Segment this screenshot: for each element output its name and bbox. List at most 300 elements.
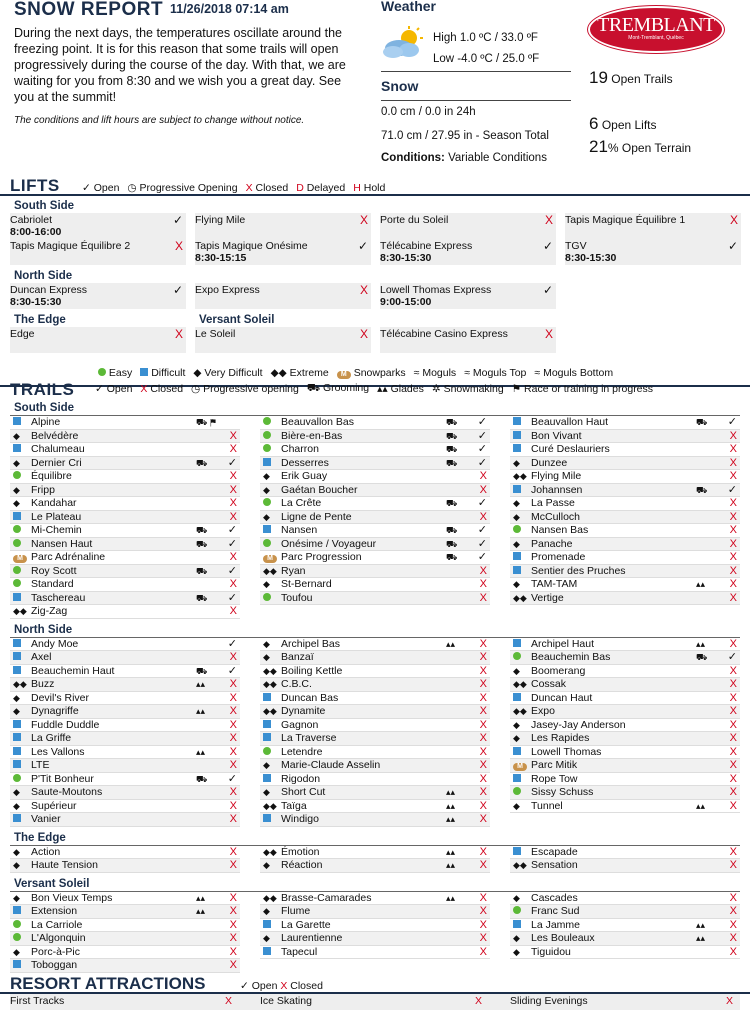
trail-nansen-bas[interactable] <box>510 524 740 538</box>
trail-onesime-voyageur[interactable] <box>260 538 490 552</box>
lifts-header <box>0 176 750 196</box>
trail-name: Nansen Haut <box>31 537 93 550</box>
lift-hours: 8:30-15:15 <box>195 252 247 264</box>
trail-beauchemin-bas[interactable] <box>510 651 740 665</box>
open-check-icon: ✓ <box>477 551 487 563</box>
lift-le-soleil[interactable] <box>195 327 371 353</box>
trail-charron[interactable] <box>260 443 490 457</box>
closed-icon: X <box>479 891 487 904</box>
closed-icon: X <box>544 213 553 227</box>
glades-icon: ▴▴ <box>446 638 456 649</box>
trail-flags <box>446 538 457 551</box>
snow-24h: 0.0 cm / 0.0 in 24h <box>381 106 476 118</box>
very-difficult-diamond-icon: ◆ <box>263 906 270 916</box>
trail-name: Escapade <box>531 845 578 858</box>
trail-gaetan-boucher[interactable] <box>260 484 490 498</box>
closed-icon: X <box>729 759 737 771</box>
trail-devil-s-river[interactable] <box>10 692 240 706</box>
easy-circle-icon <box>13 919 29 932</box>
trail-nansen[interactable] <box>260 524 490 538</box>
trail-rope-tow[interactable] <box>510 773 740 787</box>
legend-hold: H Hold <box>353 182 386 194</box>
attraction-status: X <box>726 995 734 1007</box>
closed-icon: X <box>229 813 237 825</box>
closed-icon: X <box>729 891 737 904</box>
trail-windigo[interactable] <box>260 813 490 827</box>
partly-cloudy-icon <box>381 26 427 60</box>
trail-boiling-kettle[interactable] <box>260 665 490 679</box>
closed-icon: X <box>729 745 737 758</box>
closed-icon: X <box>229 605 237 617</box>
very-difficult-diamond-icon: ◆ <box>263 471 270 481</box>
very-difficult-diamond-icon: ◆ <box>13 430 20 441</box>
trail-laurentienne[interactable] <box>260 932 490 946</box>
easy-circle-icon <box>13 932 29 945</box>
open-check-icon: ✓ <box>477 497 487 509</box>
trails-list <box>0 398 750 970</box>
trail-expo[interactable] <box>510 705 740 719</box>
trail-la-passe[interactable] <box>510 497 740 511</box>
trail-erik-guay[interactable] <box>260 470 490 484</box>
trail-fuddle-duddle[interactable] <box>10 719 240 733</box>
trail-group-title: Versant Soleil <box>14 877 90 890</box>
trail-bon-vivant[interactable] <box>510 430 740 444</box>
trail-st-bernard[interactable] <box>260 578 490 592</box>
trail-la-griffe[interactable] <box>10 732 240 746</box>
grooming-icon: ⛟ <box>196 457 208 468</box>
legend-very-difficult: ◆ Very Difficult <box>193 367 263 379</box>
lift-name: TGV <box>565 240 587 252</box>
trail-parc-progression[interactable] <box>260 551 490 565</box>
trail-rigodon[interactable] <box>260 773 490 787</box>
trail-le-plateau[interactable] <box>10 511 240 525</box>
closed-icon: X <box>729 497 737 509</box>
legend-closed: X Closed <box>245 182 289 194</box>
trail-name: La Griffe <box>31 732 72 744</box>
trail-dynagriffe[interactable] <box>10 705 240 719</box>
trail-promenade[interactable] <box>510 551 740 565</box>
trail-alpine[interactable] <box>10 416 240 430</box>
trail-name: Beauchemin Bas <box>531 651 611 663</box>
lift-tgv[interactable] <box>565 239 741 265</box>
trail-flags <box>696 800 705 813</box>
trail-name: Zig-Zag <box>31 605 68 617</box>
legend-grooming: ⛟ Grooming <box>306 382 370 394</box>
trail-franc-sud[interactable] <box>510 905 740 919</box>
trail-haute-tension[interactable] <box>10 859 240 873</box>
trail-name: Andy Moe <box>31 637 79 650</box>
trail-mi-chemin[interactable] <box>10 524 240 538</box>
attraction-ice-skating[interactable]: Ice Skating <box>260 995 312 1007</box>
trail-ryan[interactable] <box>260 565 490 579</box>
lift-name: Flying Mile <box>195 214 246 226</box>
very-difficult-diamond-icon: ◆ <box>13 892 20 903</box>
glades-icon: ▴▴ <box>196 906 206 916</box>
trail-p-tit-bonheur[interactable] <box>10 773 240 787</box>
temp-high: High 1.0 ºC / 33.0 ºF <box>433 32 538 44</box>
legend-moguls: ≈ Moguls <box>413 367 457 379</box>
closed-icon: X <box>729 705 737 717</box>
trail-boomerang[interactable] <box>510 665 740 679</box>
snowpark-icon: M <box>263 551 279 564</box>
closed-icon: X <box>479 859 487 871</box>
trail-dernier-cri[interactable] <box>10 457 240 471</box>
grooming-icon: ⛟ <box>696 417 708 427</box>
trail-taiga[interactable] <box>260 800 490 814</box>
trails-legend-difficulty <box>98 367 613 379</box>
glades-icon: ▴▴ <box>446 814 456 824</box>
trail-banzai[interactable] <box>260 651 490 665</box>
report-text: During the next days, the temperatures oscillate around the freezing point. It is for this reason that some trails will open progressively during the course of the day. With that, we are waiting for you from 8:30 and we wish you a great day. See you at the summit! <box>14 26 346 104</box>
closed-icon: X <box>729 772 737 785</box>
glades-icon: ▴▴ <box>696 919 706 930</box>
stat-open-trails <box>589 68 673 88</box>
difficult-square-icon <box>513 565 529 578</box>
glades-icon: ▴▴ <box>196 892 206 903</box>
trail-les-rapides[interactable] <box>510 732 740 746</box>
trail-gagnon[interactable] <box>260 719 490 733</box>
trail-name: Dunzee <box>531 456 568 469</box>
extreme-double-diamond-icon: ◆◆ <box>13 679 27 689</box>
trail-name: Cossak <box>531 678 567 690</box>
trail-beauvallon-bas[interactable] <box>260 416 490 430</box>
attraction-first-tracks[interactable]: First Tracks <box>10 995 65 1007</box>
trail-flags <box>196 524 207 537</box>
trail-les-vallons[interactable] <box>10 746 240 760</box>
trail-tam-tam[interactable] <box>510 578 740 592</box>
trail-chalumeau[interactable] <box>10 443 240 457</box>
trail-cossak[interactable] <box>510 678 740 692</box>
trail-marie-claude-asselin[interactable] <box>260 759 490 773</box>
lift-lowell-thomas-express[interactable] <box>380 283 556 309</box>
trail-name: La Crête <box>281 497 322 509</box>
grooming-icon: ⛟ <box>196 525 208 535</box>
trail-panache[interactable] <box>510 538 740 552</box>
lift-name: Lowell Thomas Express <box>380 284 492 296</box>
trail-superieur[interactable] <box>10 800 240 814</box>
trail-lte[interactable] <box>10 759 240 773</box>
trail-name: Gaétan Boucher <box>281 483 358 496</box>
lift-tapis-magique-equilibre-1[interactable] <box>565 213 741 239</box>
trail-name: Vanier <box>31 813 61 825</box>
trail-name: Roy Scott <box>31 564 77 577</box>
closed-icon: X <box>729 510 737 523</box>
extreme-double-diamond-icon: ◆◆ <box>263 679 277 689</box>
difficult-square-icon <box>513 846 529 859</box>
trail-name: Cascades <box>531 891 578 904</box>
trail-name: Tunnel <box>531 799 563 812</box>
trail-name: Jasey-Jay Anderson <box>531 718 626 731</box>
closed-icon: X <box>229 497 237 509</box>
open-check-icon: ✓ <box>227 537 237 550</box>
glades-icon: ▴▴ <box>446 800 456 811</box>
very-difficult-diamond-icon: ◆ <box>13 860 20 870</box>
trail-roy-scott[interactable] <box>10 565 240 579</box>
stat-open-lifts <box>589 114 657 134</box>
legend-open: ✓ Open <box>82 182 120 194</box>
lift-flying-mile[interactable] <box>195 213 371 239</box>
trail-short-cut[interactable] <box>260 786 490 800</box>
lift-telecabine-express[interactable] <box>380 239 556 265</box>
trail-name: Réaction <box>281 859 323 871</box>
closed-icon: X <box>229 905 237 917</box>
trail-toboggan[interactable] <box>10 959 240 973</box>
lift-tapis-magique-onesime[interactable] <box>195 239 371 265</box>
trail-name: Brasse-Camarades <box>281 891 372 904</box>
lift-group-title: The Edge <box>14 314 66 326</box>
trail-l-algonquin[interactable] <box>10 932 240 946</box>
snowpark-icon: M <box>513 759 529 772</box>
trail-ligne-de-pente[interactable] <box>260 511 490 525</box>
trail-nansen-haut[interactable] <box>10 538 240 552</box>
trail-name: Saute-Moutons <box>31 786 103 798</box>
very-difficult-diamond-icon: ◆ <box>263 638 270 649</box>
trail-name: Tapecul <box>281 945 318 958</box>
very-difficult-diamond-icon: ◆ <box>13 692 20 703</box>
logo-tagline: Mont-Tremblant, Québec <box>628 35 684 41</box>
closed-icon: X <box>479 745 487 758</box>
trail-name: Parc Adrénaline <box>31 551 106 563</box>
very-difficult-diamond-icon: ◆ <box>13 787 20 797</box>
grooming-icon: ⛟ <box>446 430 458 441</box>
closed-icon: X <box>479 591 487 604</box>
attraction-sliding-evenings[interactable]: Sliding Evenings <box>510 995 588 1007</box>
closed-icon: X <box>479 918 487 931</box>
trail-lowell-thomas[interactable] <box>510 746 740 760</box>
lift-tapis-magique-equilibre-2[interactable] <box>10 239 186 265</box>
very-difficult-diamond-icon: ◆ <box>13 846 20 857</box>
trail-taschereau[interactable] <box>10 592 240 606</box>
extreme-double-diamond-icon: ◆◆ <box>263 565 277 576</box>
trail-name: Le Plateau <box>31 510 82 523</box>
trail-cure-deslauriers[interactable] <box>510 443 740 457</box>
trail-name: Fuddle Duddle <box>31 718 100 731</box>
grooming-icon: ⛟ <box>446 444 458 454</box>
open-check-icon: ✓ <box>727 651 737 663</box>
trail-name: Nansen Bas <box>531 524 589 536</box>
trail-extension[interactable] <box>10 905 240 919</box>
trail-archipel-haut[interactable] <box>510 638 740 652</box>
trail-tiguidou[interactable] <box>510 946 740 960</box>
trail-name: Rope Tow <box>531 772 578 785</box>
trail-mcculloch[interactable] <box>510 511 740 525</box>
closed-icon: X <box>229 691 237 704</box>
trail-la-crete[interactable] <box>260 497 490 511</box>
open-check-icon: ✓ <box>477 456 487 469</box>
trail-name: Parc Progression <box>281 551 362 563</box>
trail-fripp[interactable] <box>10 484 240 498</box>
trail-action[interactable] <box>10 846 240 860</box>
trail-tunnel[interactable] <box>510 800 740 814</box>
tremblant-logo[interactable] <box>588 6 724 53</box>
closed-icon: X <box>229 745 237 758</box>
trail-reaction[interactable] <box>260 859 490 873</box>
easy-circle-icon <box>513 651 529 664</box>
easy-circle-icon <box>263 416 279 429</box>
trail-flags <box>446 524 457 537</box>
closed-icon: X <box>479 718 487 731</box>
closed-icon: X <box>479 637 487 650</box>
trail-buzz[interactable] <box>10 678 240 692</box>
trail-beauvallon-haut[interactable] <box>510 416 740 430</box>
trail-vertige[interactable] <box>510 592 740 606</box>
trail-name: Flume <box>281 905 311 917</box>
lift-expo-express[interactable] <box>195 283 371 309</box>
trail-axel[interactable] <box>10 651 240 665</box>
open-check-icon: ✓ <box>477 416 487 428</box>
trail-flags <box>196 678 205 691</box>
trail-toufou[interactable] <box>260 592 490 606</box>
trail-desserres[interactable] <box>260 457 490 471</box>
very-difficult-diamond-icon: ◆ <box>263 787 270 797</box>
very-difficult-diamond-icon: ◆ <box>263 933 270 943</box>
very-difficult-diamond-icon: ◆ <box>263 652 270 662</box>
trail-bon-vieux-temps[interactable] <box>10 892 240 906</box>
closed-icon: X <box>479 483 487 496</box>
glades-icon: ▴▴ <box>446 892 456 903</box>
closed-icon: X <box>229 578 237 590</box>
trail-flume[interactable] <box>260 905 490 919</box>
closed-icon: X <box>229 845 237 858</box>
open-check-icon: ✓ <box>477 443 487 455</box>
lift-name: Tapis Magique Équilibre 2 <box>10 240 131 252</box>
trail-name: La Passe <box>531 497 575 509</box>
trail-cascades[interactable] <box>510 892 740 906</box>
closed-icon: X <box>729 578 737 590</box>
grooming-icon: ⛟ <box>446 525 458 535</box>
trail-kandahar[interactable] <box>10 497 240 511</box>
trail-group-title: South Side <box>14 402 75 414</box>
trail-les-bouleaux[interactable] <box>510 932 740 946</box>
trail-name: Bon Vivant <box>531 429 582 442</box>
trail-c-b-c[interactable] <box>260 678 490 692</box>
trail-emotion[interactable] <box>260 846 490 860</box>
closed-icon: X <box>229 678 237 690</box>
trail-escapade[interactable] <box>510 846 740 860</box>
trail-standard[interactable] <box>10 578 240 592</box>
trail-flags <box>446 813 455 826</box>
trail-zig-zag[interactable] <box>10 605 240 619</box>
trail-name: Promenade <box>531 551 586 563</box>
trail-equilibre[interactable] <box>10 470 240 484</box>
trail-johannsen[interactable] <box>510 484 740 498</box>
trail-sissy-schuss[interactable] <box>510 786 740 800</box>
very-difficult-diamond-icon: ◆ <box>513 719 520 730</box>
trail-flags <box>446 892 455 905</box>
lift-name: Télécabine Casino Express <box>380 328 508 340</box>
trail-la-garette[interactable] <box>260 919 490 933</box>
trail-dunzee[interactable] <box>510 457 740 471</box>
very-difficult-diamond-icon: ◆ <box>263 860 270 870</box>
lift-name: Expo Express <box>195 284 260 296</box>
lift-edge[interactable] <box>10 327 186 353</box>
trail-sentier-des-pruches[interactable] <box>510 565 740 579</box>
trail-name: Marie-Claude Asselin <box>281 759 381 771</box>
trail-flags <box>196 592 207 605</box>
open-check-icon: ✓ <box>172 213 183 227</box>
trail-la-traverse[interactable] <box>260 732 490 746</box>
trail-andy-moe[interactable] <box>10 638 240 652</box>
trail-archipel-bas[interactable] <box>260 638 490 652</box>
very-difficult-diamond-icon: ◆ <box>513 892 520 903</box>
trail-flags <box>446 786 455 799</box>
trail-tapecul[interactable] <box>260 946 490 960</box>
trail-name: La Carriole <box>31 918 83 931</box>
trail-name: Taschereau <box>31 591 86 604</box>
glades-icon: ▴▴ <box>446 846 456 857</box>
trail-flags <box>196 746 205 759</box>
trail-la-jamme[interactable] <box>510 919 740 933</box>
trail-name: Supérieur <box>31 799 77 812</box>
trail-name: Vertige <box>531 591 564 604</box>
closed-icon: X <box>729 678 737 690</box>
closed-icon: X <box>729 537 737 550</box>
snow-title: Snow <box>381 78 419 94</box>
lifts-title: LIFTS <box>10 176 60 195</box>
closed-icon: X <box>229 786 237 798</box>
trail-parc-adrenaline[interactable] <box>10 551 240 565</box>
trail-brasse-camarades[interactable] <box>260 892 490 906</box>
trail-la-carriole[interactable] <box>10 919 240 933</box>
trail-name: Alpine <box>31 416 61 428</box>
snow-box <box>381 78 571 101</box>
open-check-icon: ✓ <box>477 537 487 550</box>
race-flag-icon: ⚑ <box>209 417 217 427</box>
difficult-square-icon <box>13 732 29 745</box>
trail-jasey-jay-anderson[interactable] <box>510 719 740 733</box>
closed-icon: X <box>544 327 553 341</box>
difficult-square-icon <box>263 692 279 705</box>
trail-name: Buzz <box>31 678 55 690</box>
grooming-icon: ⛟ <box>196 773 208 784</box>
closed-icon: X <box>229 759 237 771</box>
trail-biere-en-bas[interactable] <box>260 430 490 444</box>
trail-flags <box>196 538 207 551</box>
lifts-list <box>0 196 750 366</box>
trail-duncan-bas[interactable] <box>260 692 490 706</box>
trail-porc-a-pic[interactable] <box>10 946 240 960</box>
open-check-icon: ✓ <box>477 429 487 442</box>
trail-duncan-haut[interactable] <box>510 692 740 706</box>
lift-cabriolet[interactable] <box>10 213 186 239</box>
trail-vanier[interactable] <box>10 813 240 827</box>
closed-icon: X <box>729 564 737 577</box>
trail-name: Sensation <box>531 859 578 871</box>
trail-flags <box>446 551 457 564</box>
trail-letendre[interactable] <box>260 746 490 760</box>
legend-delayed: D Delayed <box>296 182 346 194</box>
attraction-status: X <box>225 995 233 1007</box>
trail-name: Chalumeau <box>31 443 85 455</box>
trail-name: Lowell Thomas <box>531 745 602 758</box>
trail-beauchemin-haut[interactable] <box>10 665 240 679</box>
open-check-icon: ✓ <box>542 239 553 253</box>
trail-dynamite[interactable] <box>260 705 490 719</box>
trail-saute-moutons[interactable] <box>10 786 240 800</box>
very-difficult-diamond-icon: ◆ <box>513 800 520 811</box>
trail-parc-mitik[interactable] <box>510 759 740 773</box>
trail-belvedere[interactable] <box>10 430 240 444</box>
trail-sensation[interactable] <box>510 859 740 873</box>
easy-circle-icon <box>13 565 29 578</box>
lift-porte-du-soleil[interactable] <box>380 213 556 239</box>
trail-flying-mile[interactable] <box>510 470 740 484</box>
report-header <box>0 0 750 176</box>
open-check-icon: ✓ <box>227 524 237 536</box>
lift-duncan-express[interactable] <box>10 283 186 309</box>
lift-telecabine-casino-express[interactable] <box>380 327 556 353</box>
open-lifts-label: Open Lifts <box>601 118 657 132</box>
